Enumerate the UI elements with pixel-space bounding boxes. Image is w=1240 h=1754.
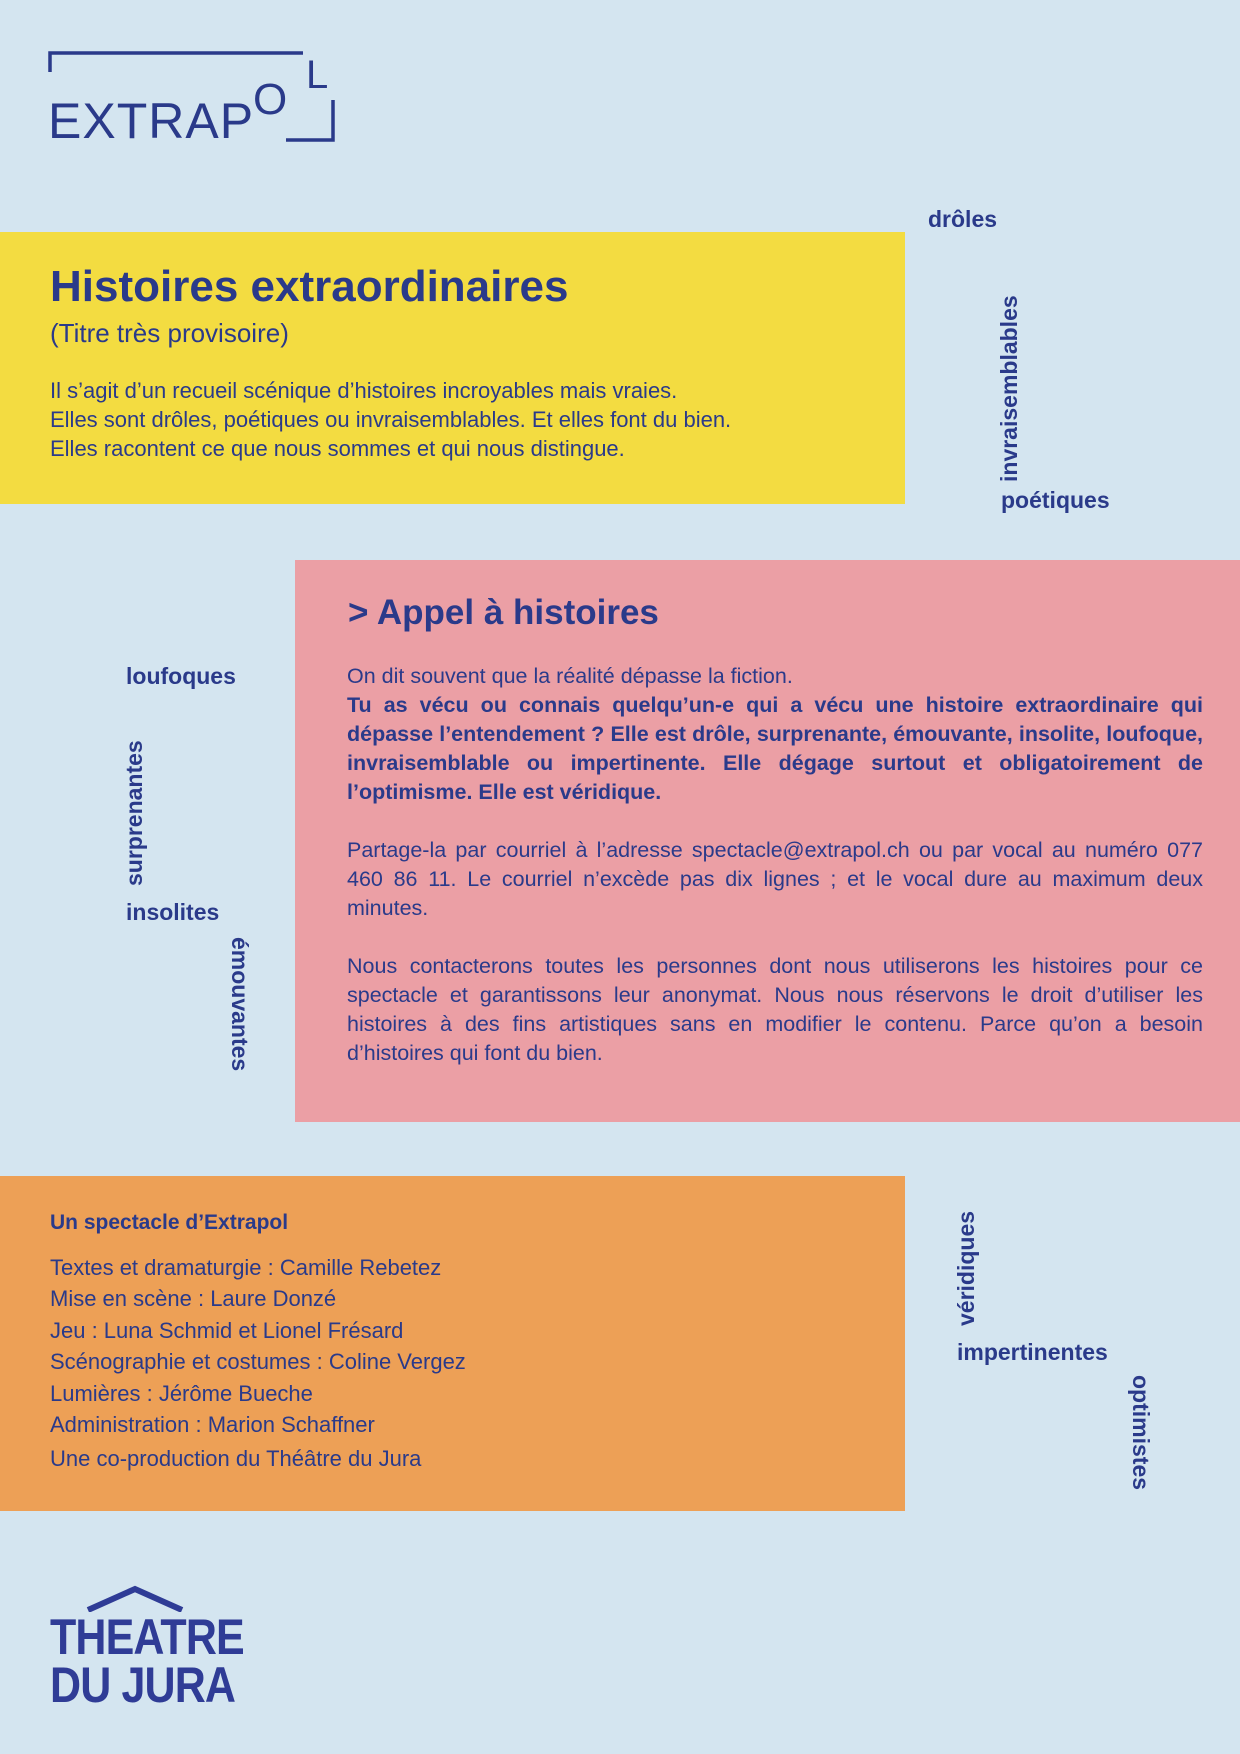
credit-line: Textes et dramaturgie : Camille Rebetez — [50, 1255, 442, 1280]
word-poetiques: poétiques — [1001, 487, 1110, 513]
word-surprenantes: surprenantes — [121, 740, 147, 886]
credit-line: Jeu : Luna Schmid et Lionel Frésard — [50, 1317, 404, 1343]
word-veridiques: véridiques — [953, 1210, 979, 1326]
extrapol-logo-o: O — [253, 75, 288, 124]
word-emouvantes: émouvantes — [227, 937, 253, 1072]
word-impertinentes: impertinentes — [957, 1339, 1108, 1365]
extrapol-logo-l: L — [306, 53, 329, 97]
credit-line: Lumières : Jérôme Bueche — [50, 1380, 313, 1406]
credit-line: Mise en scène : Laure Donzé — [50, 1286, 337, 1312]
call-bold-text: Tu as vécu ou connais quelqu’un-e qui a vécu une histoire extraordinaire qui dépasse l’entendement ? Elle est drôle, surprenante, émouvante, insolite, loufoque, invraisemblable ou impertinente. Elle dégage surtout et obligatoirement de l’optimisme. Elle est véridique. — [347, 693, 1203, 804]
theatre-logo-line1: THEATRE — [50, 1609, 244, 1665]
word-droles: drôles — [928, 206, 998, 232]
intro-line: Elles sont drôles, poétiques ou invraisemblables. Et elles font du bien. — [50, 407, 732, 432]
call-intro: On dit souvent que la réalité dépasse la fiction. — [347, 664, 793, 688]
word-loufoques: loufoques — [126, 663, 236, 689]
intro-line: Elles racontent ce que nous sommes et qui nous distingue. — [50, 436, 625, 461]
call-title: > Appel à histoires — [348, 593, 659, 632]
call-text — [347, 662, 1203, 1097]
call-contact-text: Partage-la par courriel à l’adresse spectacle@extrapol.ch ou par vocal au numéro 077 460 86 11. Le courriel n’excède pas dix lignes ; et le vocal dure au maximum deux minutes. — [347, 838, 1203, 920]
extrapol-logo-main: EXTRAP — [48, 93, 255, 145]
word-insolites: insolites — [126, 899, 220, 925]
page-subtitle: (Titre très provisoire) — [50, 318, 289, 348]
extrapol-logo — [48, 50, 338, 145]
credits-heading: Un spectacle d’Extrapol — [50, 1211, 289, 1234]
word-optimistes: optimistes — [1128, 1375, 1154, 1491]
page-title: Histoires extraordinaires — [50, 262, 569, 311]
call-anonymity-text: Nous contacterons toutes les personnes dont nous utiliserons les histoires pour ce spectacle et garantissons leur anonymat. Nous nous réservons le droit d’utiliser les histoires à des fins artistiques sans en modifier le contenu. Parce qu’on a besoin d’histoires qui font du bien. — [347, 954, 1203, 1065]
credit-line: Scénographie et costumes : Coline Vergez — [50, 1349, 466, 1375]
word-invraisemblables: invraisemblables — [996, 295, 1022, 482]
intro-line: Il s’agit d’un recueil scénique d’histoires incroyables mais vraies. — [50, 378, 678, 403]
theatre-logo-line2: DU JURA — [50, 1657, 236, 1713]
credit-line: Administration : Marion Schaffner — [50, 1412, 375, 1438]
credits-list — [50, 1252, 466, 1440]
intro-text — [50, 376, 870, 463]
coproduction-text: Une co-production du Théâtre du Jura — [50, 1446, 422, 1471]
